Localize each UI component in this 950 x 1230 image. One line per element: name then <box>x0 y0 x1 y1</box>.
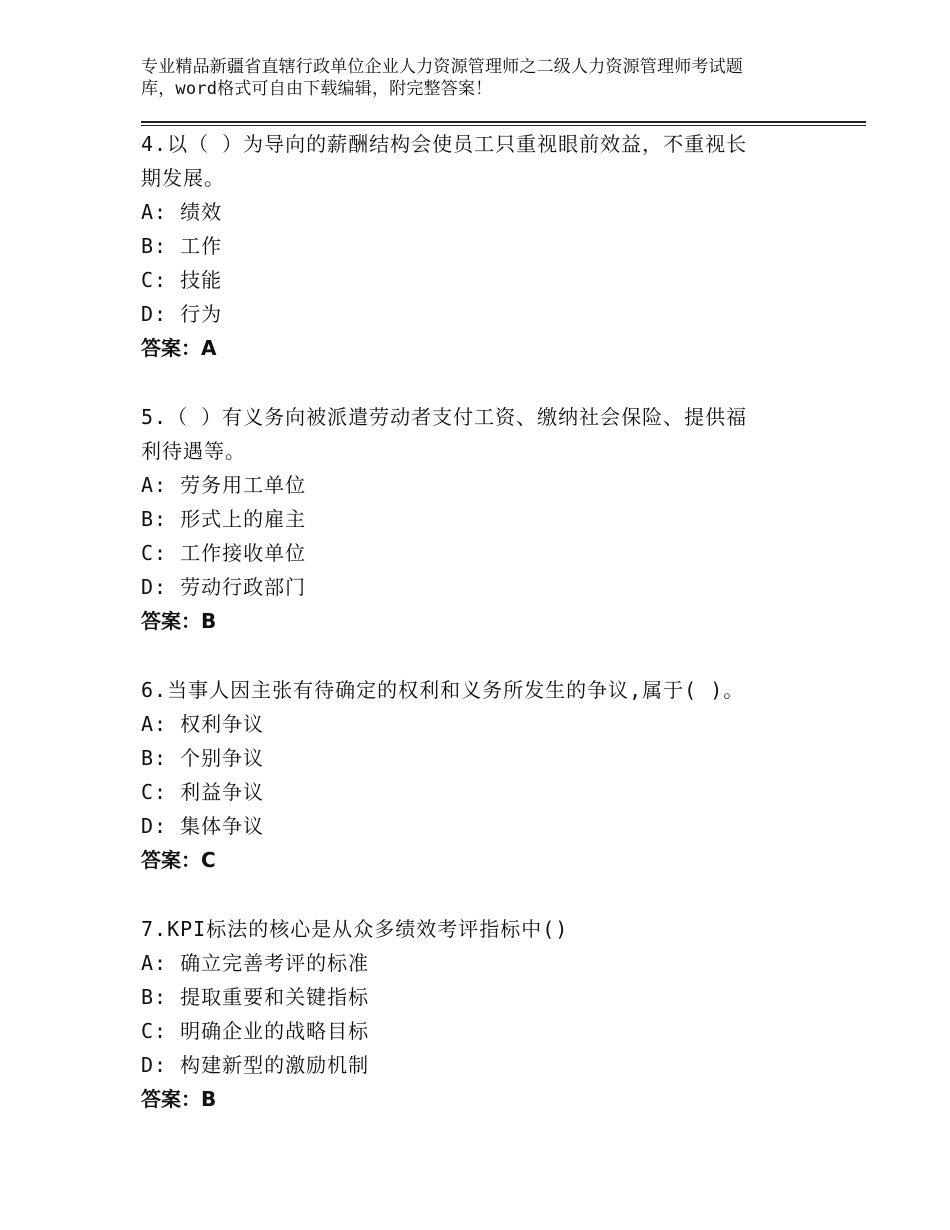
option-c: C: 利益争议 <box>141 780 265 804</box>
option-c: C: 技能 <box>141 268 223 292</box>
option-b: B: 个别争议 <box>141 746 265 770</box>
header-rule-thick <box>141 121 866 123</box>
option-d: D: 集体争议 <box>141 814 265 838</box>
question-5 <box>141 400 821 638</box>
option-d: D: 构建新型的激励机制 <box>141 1053 370 1077</box>
question-stem-continued: 利待遇等。 <box>141 439 246 463</box>
option-b: B: 提取重要和关键指标 <box>141 985 370 1009</box>
header-line-2: 库，word格式可自由下载编辑，附完整答案！ <box>141 79 493 99</box>
question-stem: 5.（ ）有义务向被派遣劳动者支付工资、缴纳社会保险、提供福 <box>141 405 748 429</box>
header-rule-thin <box>141 125 866 126</box>
answer: 答案：A <box>141 336 217 360</box>
question-stem: 6.当事人因主张有待确定的权利和义务所发生的争议,属于( )。 <box>141 678 745 702</box>
answer: 答案：B <box>141 1087 217 1111</box>
option-a: A: 确立完善考评的标准 <box>141 951 370 975</box>
option-d: D: 行为 <box>141 302 223 326</box>
document-header <box>141 56 831 100</box>
option-c: C: 工作接收单位 <box>141 541 307 565</box>
option-b: B: 工作 <box>141 234 223 258</box>
question-stem-continued: 期发展。 <box>141 166 225 190</box>
answer: 答案：B <box>141 609 217 633</box>
question-7 <box>141 912 821 1116</box>
option-a: A: 劳务用工单位 <box>141 473 307 497</box>
question-stem: 4.以（ ）为导向的薪酬结构会使员工只重视眼前效益，不重视长 <box>141 132 748 156</box>
question-stem: 7.KPI标法的核心是从众多绩效考评指标中() <box>141 917 569 941</box>
question-4 <box>141 127 821 365</box>
option-a: A: 权利争议 <box>141 712 265 736</box>
option-d: D: 劳动行政部门 <box>141 575 307 599</box>
header-line-1: 专业精品新疆省直辖行政单位企业人力资源管理师之二级人力资源管理师考试题 <box>141 57 743 77</box>
question-6 <box>141 673 821 877</box>
answer: 答案：C <box>141 848 216 872</box>
option-c: C: 明确企业的战略目标 <box>141 1019 370 1043</box>
option-a: A: 绩效 <box>141 200 223 224</box>
option-b: B: 形式上的雇主 <box>141 507 307 531</box>
